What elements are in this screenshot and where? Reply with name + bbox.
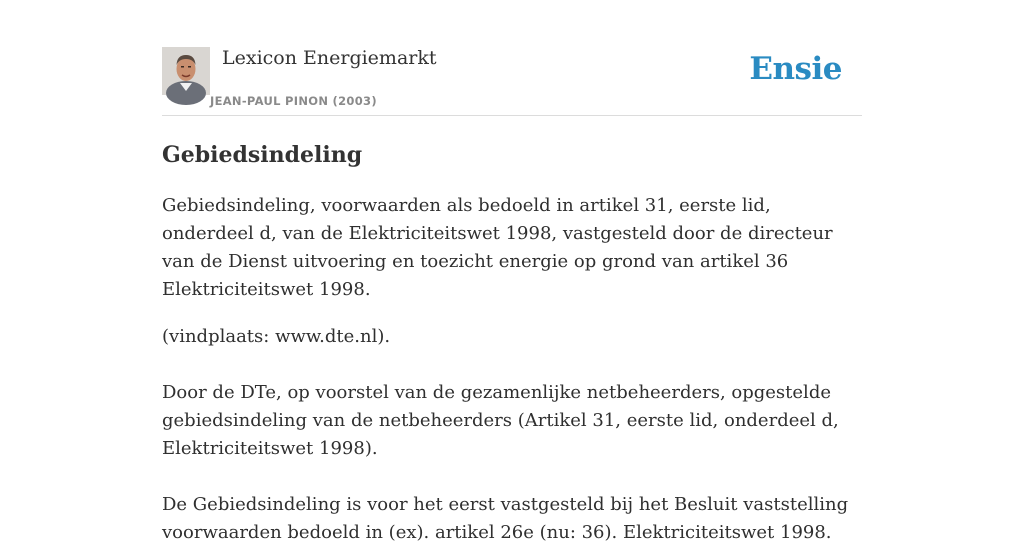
author-portrait-icon xyxy=(162,47,210,95)
paragraph-definition: Gebiedsindeling, voorwaarden als bedoeld in artikel 31, eerste lid, onderdeel d, van de Elektriciteitswet 1998, vastgesteld door de directeur van de Dienst uitvoering en toezicht energie op grond van artikel 36 Elektriciteitswet 1998. xyxy=(162,195,833,300)
entry-body xyxy=(162,192,866,547)
paragraph-history: De Gebiedsindeling is voor het eerst vastgesteld bij het Besluit vaststelling voorwaarden bedoeld in (ex). artikel 26e (nu: 36). Elektriciteitswet 1998. xyxy=(162,494,849,543)
brand-logo[interactable]: Ensie xyxy=(749,51,842,87)
entry-header xyxy=(162,0,862,116)
author-avatar[interactable] xyxy=(162,47,210,95)
author-name[interactable]: JEAN-PAUL PINON (2003) xyxy=(210,94,377,108)
entry-term-heading: Gebiedsindeling xyxy=(162,142,363,168)
paragraph-source: (vindplaats: www.dte.nl). xyxy=(162,326,391,347)
page xyxy=(162,0,862,543)
book-title[interactable]: Lexicon Energiemarkt xyxy=(222,47,437,69)
paragraph-dte: Door de DTe, op voorstel van de gezamenlijke netbeheerders, opgestelde gebiedsindeling van de netbeheerders (Artikel 31, eerste lid, onderdeel d, Elektriciteitswet 1998). xyxy=(162,382,839,459)
